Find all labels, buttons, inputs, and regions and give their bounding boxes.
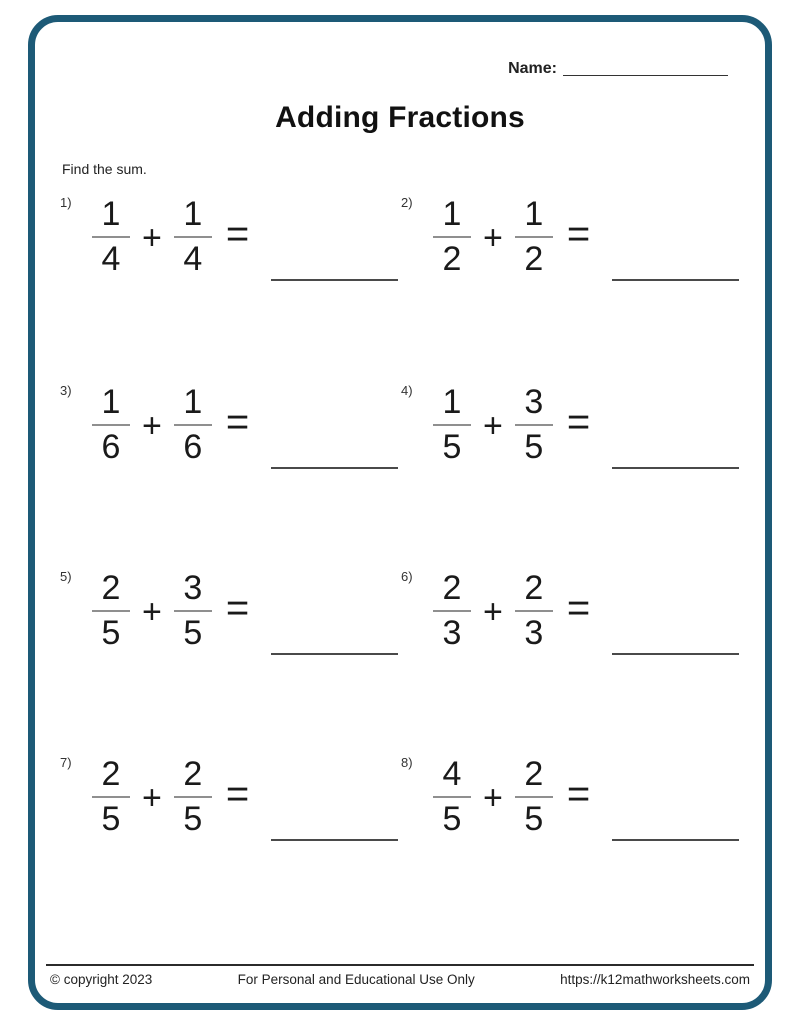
problem-number: 6) (401, 569, 413, 584)
answer-blank (612, 839, 739, 841)
numerator: 2 (524, 569, 544, 607)
usage-text: For Personal and Educational Use Only (237, 972, 475, 987)
fraction-bar (433, 236, 471, 238)
fraction (433, 197, 471, 277)
denominator: 2 (442, 240, 462, 279)
fraction (433, 757, 471, 837)
problem-number: 7) (60, 755, 72, 770)
equals-sign: = (225, 212, 250, 257)
fraction-bar (433, 610, 471, 612)
fraction (515, 385, 553, 465)
plus-sign: + (142, 219, 162, 258)
numerator: 2 (442, 569, 462, 607)
equals-sign: = (225, 772, 250, 817)
fraction (515, 197, 553, 277)
footer (50, 972, 750, 987)
plus-sign: + (142, 407, 162, 446)
equals-sign: = (566, 212, 591, 257)
denominator: 3 (442, 614, 462, 653)
answer-blank (612, 653, 739, 655)
fraction (433, 385, 471, 465)
numerator: 1 (101, 383, 121, 421)
fraction (92, 757, 130, 837)
problem-5 (60, 571, 398, 651)
answer-blank (271, 467, 398, 469)
numerator: 1 (442, 383, 462, 421)
fraction-bar (174, 610, 212, 612)
answer-blank (271, 279, 398, 281)
problem-number: 3) (60, 383, 72, 398)
fraction (92, 197, 130, 277)
denominator: 5 (183, 800, 203, 839)
plus-sign: + (483, 407, 503, 446)
problem-2 (401, 197, 739, 277)
fraction (515, 757, 553, 837)
problem-7 (60, 757, 398, 837)
fraction-bar (515, 610, 553, 612)
numerator: 1 (442, 195, 462, 233)
numerator: 4 (442, 755, 462, 793)
equals-sign: = (566, 772, 591, 817)
numerator: 3 (524, 383, 544, 421)
footer-divider (46, 964, 754, 966)
problem-8 (401, 757, 739, 837)
denominator: 3 (524, 614, 544, 653)
instruction-text: Find the sum. (62, 161, 147, 177)
plus-sign: + (142, 779, 162, 818)
denominator: 6 (101, 428, 121, 467)
fraction (515, 571, 553, 651)
equals-sign: = (225, 586, 250, 631)
website-url: https://k12mathworksheets.com (560, 972, 750, 987)
plus-sign: + (483, 219, 503, 258)
fraction (174, 571, 212, 651)
problem-4 (401, 385, 739, 465)
numerator: 1 (183, 383, 203, 421)
fraction (174, 197, 212, 277)
problem-3 (60, 385, 398, 465)
fraction (433, 571, 471, 651)
denominator: 5 (101, 614, 121, 653)
fraction-bar (433, 424, 471, 426)
numerator: 1 (101, 195, 121, 233)
fraction-bar (433, 796, 471, 798)
answer-blank (271, 839, 398, 841)
numerator: 2 (524, 755, 544, 793)
denominator: 6 (183, 428, 203, 467)
answer-blank (612, 279, 739, 281)
denominator: 5 (442, 800, 462, 839)
equals-sign: = (566, 586, 591, 631)
denominator: 4 (183, 240, 203, 279)
fraction-bar (92, 610, 130, 612)
denominator: 5 (524, 428, 544, 467)
fraction (92, 385, 130, 465)
denominator: 5 (524, 800, 544, 839)
numerator: 1 (524, 195, 544, 233)
fraction-bar (92, 424, 130, 426)
answer-blank (271, 653, 398, 655)
denominator: 2 (524, 240, 544, 279)
numerator: 3 (183, 569, 203, 607)
fraction (174, 385, 212, 465)
numerator: 2 (101, 755, 121, 793)
problem-1 (60, 197, 398, 277)
numerator: 2 (101, 569, 121, 607)
problem-number: 8) (401, 755, 413, 770)
numerator: 2 (183, 755, 203, 793)
fraction-bar (92, 796, 130, 798)
fraction (92, 571, 130, 651)
fraction-bar (174, 236, 212, 238)
copyright-text: © copyright 2023 (50, 972, 153, 987)
problem-number: 4) (401, 383, 413, 398)
fraction-bar (515, 236, 553, 238)
name-row (508, 60, 728, 78)
name-blank-line (563, 75, 728, 76)
answer-blank (612, 467, 739, 469)
problem-number: 1) (60, 195, 72, 210)
plus-sign: + (142, 593, 162, 632)
denominator: 5 (183, 614, 203, 653)
denominator: 4 (101, 240, 121, 279)
plus-sign: + (483, 779, 503, 818)
equals-sign: = (566, 400, 591, 445)
plus-sign: + (483, 593, 503, 632)
numerator: 1 (183, 195, 203, 233)
fraction-bar (174, 424, 212, 426)
fraction-bar (92, 236, 130, 238)
denominator: 5 (442, 428, 462, 467)
name-label: Name: (508, 60, 557, 77)
page-title: Adding Fractions (275, 101, 525, 134)
fraction-bar (174, 796, 212, 798)
denominator: 5 (101, 800, 121, 839)
fraction-bar (515, 796, 553, 798)
fraction-bar (515, 424, 553, 426)
problem-6 (401, 571, 739, 651)
equals-sign: = (225, 400, 250, 445)
problem-number: 2) (401, 195, 413, 210)
fraction (174, 757, 212, 837)
problem-number: 5) (60, 569, 72, 584)
